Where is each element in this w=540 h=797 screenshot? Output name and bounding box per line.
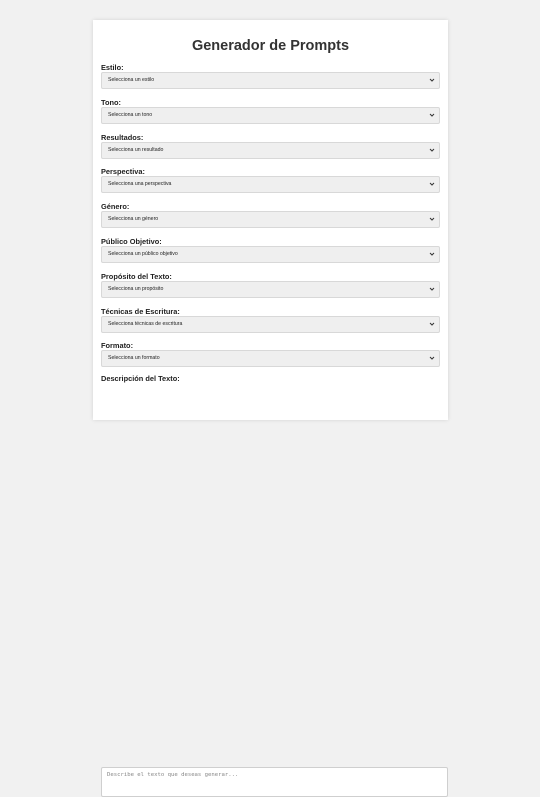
field-resultados (101, 133, 440, 168)
field-label: Resultados: (101, 132, 144, 142)
description-wrapper (101, 384, 448, 778)
resultados-select[interactable] (101, 142, 440, 159)
field-label: Tono: (101, 97, 121, 107)
prompt-generator-card (93, 20, 448, 420)
select-value: Selecciona un tono (108, 111, 153, 118)
tecnicas-select[interactable] (101, 316, 440, 333)
field-tecnicas (101, 307, 440, 342)
field-label: Estilo: (101, 63, 124, 72)
formato-select[interactable] (101, 350, 440, 367)
field-label: Público Objetivo: (101, 236, 162, 246)
select-value: Selecciona un resultado (108, 146, 164, 153)
form-fields (101, 63, 440, 376)
proposito-select[interactable] (101, 281, 440, 298)
select-value: Selecciona un público objetivo (108, 250, 178, 257)
chevron-down-icon (429, 77, 435, 83)
select-value: Selecciona una perspectiva (108, 181, 172, 188)
field-tono (101, 98, 440, 133)
field-genero (101, 202, 440, 237)
field-label: Formato: (101, 341, 134, 351)
chevron-down-icon (429, 181, 435, 187)
chevron-down-icon (429, 112, 435, 118)
description-label: Descripción del Texto: (101, 374, 180, 383)
select-value: Selecciona un formato (108, 355, 160, 362)
description-placeholder: Describe el texto que deseas generar... (107, 772, 239, 778)
field-label: Género: (101, 202, 130, 212)
field-label: Técnicas de Escritura: (101, 306, 180, 316)
perspectiva-select[interactable] (101, 176, 440, 193)
field-publico-objetivo (101, 237, 440, 272)
chevron-down-icon (429, 147, 435, 153)
field-estilo (101, 63, 440, 98)
chevron-down-icon (429, 216, 435, 222)
field-label: Propósito del Texto: (101, 271, 172, 281)
select-value: Selecciona técnicas de escritura (108, 320, 183, 327)
page-title: Generador de Prompts (191, 38, 350, 54)
select-value: Selecciona un propósito (108, 285, 164, 292)
publico-objetivo-select[interactable] (101, 246, 440, 263)
chevron-down-icon (429, 321, 435, 327)
tono-select[interactable] (101, 107, 440, 124)
field-formato (101, 341, 440, 376)
estilo-select[interactable] (101, 72, 440, 89)
field-label: Perspectiva: (101, 167, 145, 177)
description-textarea[interactable] (101, 767, 448, 797)
chevron-down-icon (429, 251, 435, 257)
field-proposito (101, 272, 440, 307)
genero-select[interactable] (101, 211, 440, 228)
field-perspectiva (101, 167, 440, 202)
chevron-down-icon (429, 355, 435, 361)
select-value: Selecciona un estilo (108, 77, 155, 83)
chevron-down-icon (429, 286, 435, 292)
select-value: Selecciona un género (108, 216, 159, 223)
